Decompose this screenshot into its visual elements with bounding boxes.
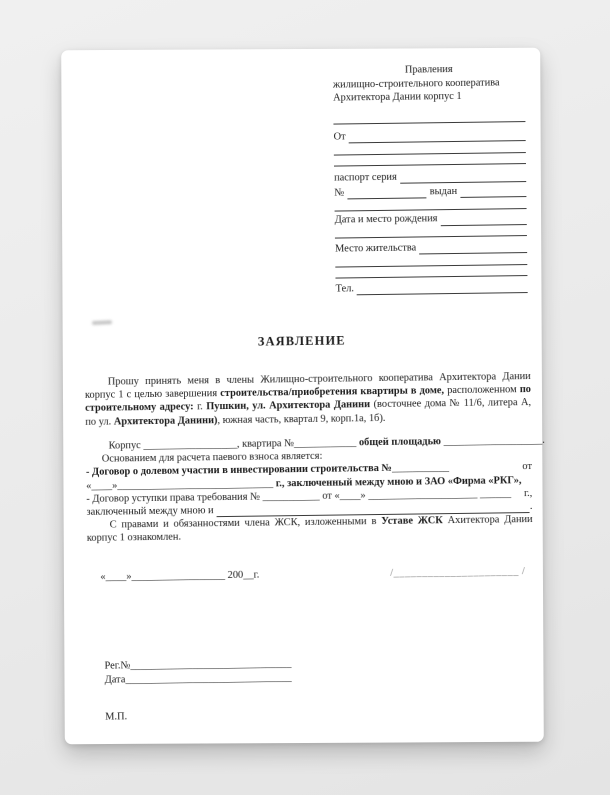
contract1-tail-bold: г., заключенный между мною и ЗАО «Фирма «РКГ», [273,474,522,490]
rule-line [335,224,527,239]
rights-bold-charter: Уставе ЖСК [381,515,443,528]
issued-label: выдан [429,185,458,197]
recipient-line-3: Архитектора Дании корпус 1 [333,90,462,104]
intro-bold-street2: Архитектора Данини) [113,414,218,428]
rule-line [334,152,526,167]
intro-bold-street: Пушкин, ул. Архитектора Данини [206,399,371,413]
blank-line [334,153,526,167]
signature-blank-line: /______________________ / [390,566,526,579]
recipient-block [333,62,528,295]
phone-label: Тел. [335,282,355,295]
intro-text: Прошу принять меня в члены Жилищно-строительного кооператива Архитектора Дании корпус 1 с целью завершения [84,371,531,402]
date-blank-line: «____»__________________ 200__г. [100,569,260,583]
contract1-ot: от [522,461,533,473]
intro-bold-purpose: строительства/приобретения квартиры в доме, [220,385,445,400]
scanned-document-page [61,48,544,744]
date-signature-row [100,565,525,584]
from-label: От [333,130,346,143]
corpus-text: Корпус __________________, квартира №____________ [108,437,360,452]
rights-paragraph [87,513,533,545]
reg-date-row: Дата________________________________ [104,671,292,686]
area-blank: ___________________. [440,434,545,448]
contract2-g: г., [523,487,533,499]
reg-number-row: Рег.№_______________________________ [104,658,292,672]
intro-text: г. [193,401,207,413]
document-title: ЗАЯВЛЕНИЕ [257,333,346,349]
blank-line [333,111,525,125]
concluded-label: заключенный между мною и [86,505,217,518]
rule-line [333,110,525,125]
phone-row [335,278,527,296]
number-label: № [334,186,345,199]
contract1-date-blank: «____»______________________________ [86,478,274,492]
contract2-text: - Договор уступки права требования № ___________ от «____» _____________________ ______ [86,488,512,505]
registration-block [104,657,291,686]
stamp-place-label: М.П. [105,711,128,723]
contract1-blank: ___________ [391,462,450,475]
phone-line [357,277,528,295]
birth-label: Дата и место рождения [334,213,438,226]
recipient-line-2: жилищно-строительного кооператива [332,76,500,91]
rights-text: Ахитектора Дании корпус 1 ознакомлен. [86,514,533,545]
intro-text: , южная часть, квартал 9, корп.1а, 1б). [217,412,386,426]
scan-content [58,46,546,746]
details-block [85,434,545,545]
rule-line [335,264,527,279]
contract1-bold: - Договор о долевом участии в инвестировании строительства № [85,463,392,479]
rights-text: С правами и обязанностями члена ЖСК, изложенными в [109,516,382,531]
basis-row: Основанием для расчета паевого взноса является: [101,450,323,465]
concluded-period: . [529,501,533,513]
scan-smudge [92,320,112,325]
intro-paragraph [85,370,532,429]
passport-label: паспорт серия [334,171,397,184]
recipient-line-1: Правления [404,64,453,76]
area-label: общей площадью [358,436,442,449]
intro-bold-address-label: по строительному адресу: [85,384,532,415]
intro-text: (восточнее дома № 11/6, литера А, по ул. [85,397,532,428]
residence-label: Место жительства [335,241,417,255]
intro-text: расположенном [444,384,520,397]
